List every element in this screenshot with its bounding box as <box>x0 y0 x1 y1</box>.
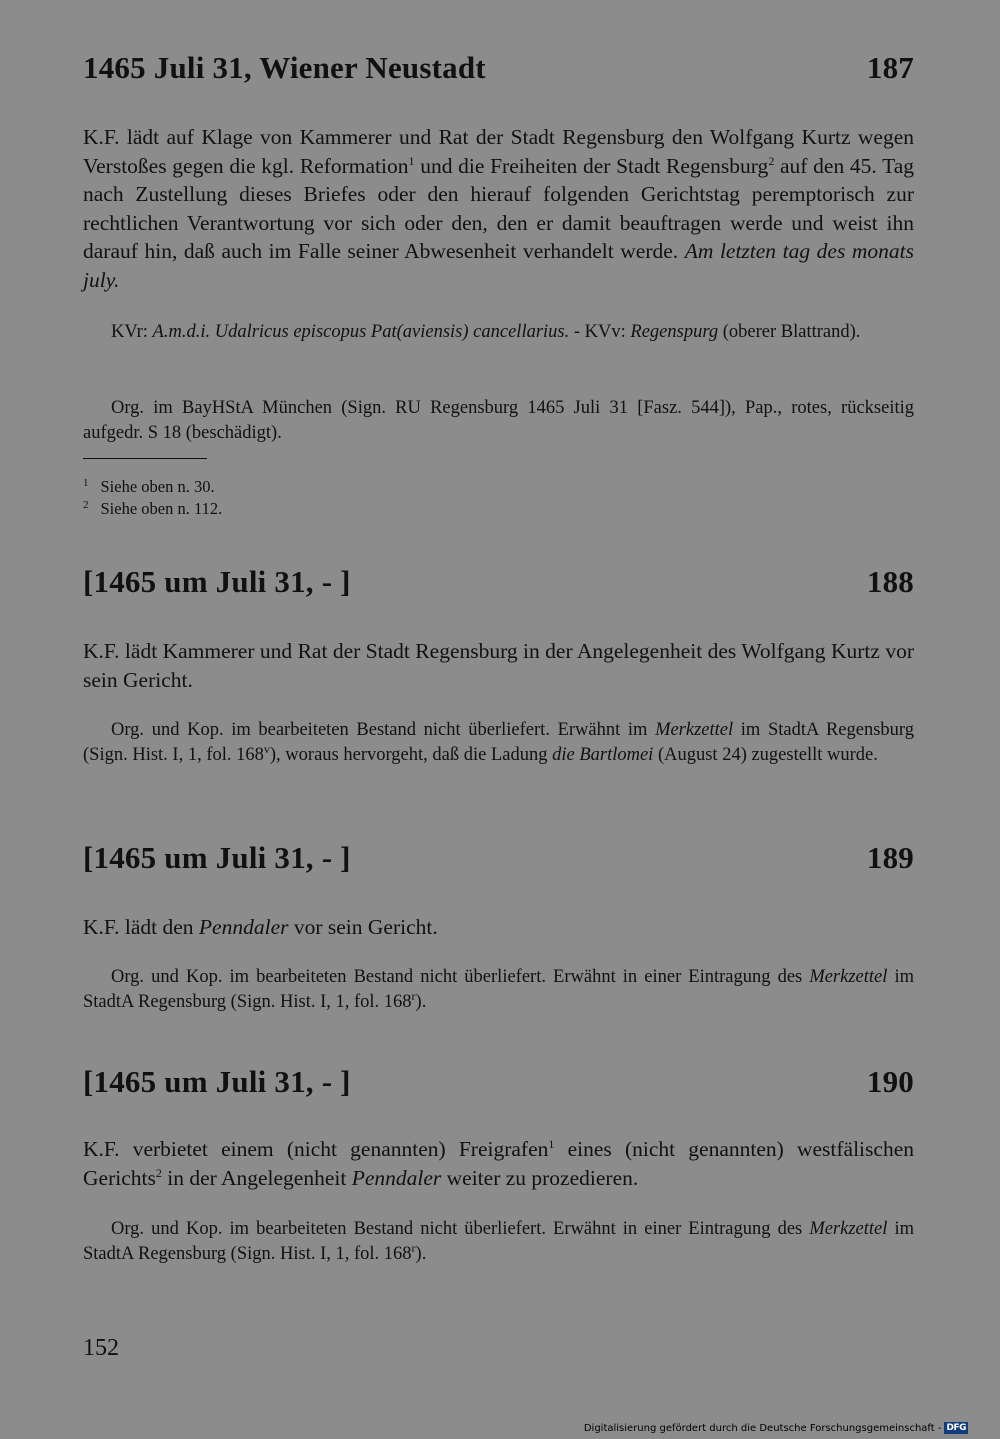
footnote-ref: 2 <box>768 153 775 168</box>
entry-190-heading-row <box>83 1064 914 1100</box>
entry-number: 190 <box>866 1064 914 1099</box>
page-number: 152 <box>83 1335 119 1361</box>
footnote-ref: 2 <box>155 1165 162 1180</box>
entry-heading: [1465 um Juli 31, - ] <box>83 840 351 875</box>
footnote-ref: 1 <box>408 153 415 168</box>
dfg-logo-icon: DFG <box>946 1423 966 1433</box>
entry-heading: 1465 Juli 31, Wiener Neustadt <box>83 50 486 85</box>
digitization-credit <box>584 1422 968 1434</box>
date-formula: Am letzten tag des monats july. <box>83 239 914 292</box>
entry-188-note: Org. und Kop. im bearbeiteten Bestand nicht überliefert. Erwähnt im Merkzettel im StadtA Regensburg (Sign. Hist. I, 1, fol. 168$^v$), woraus hervorgeht, daß die Ladung die Bartlomei (August 24) zugestellt wurde. <box>83 720 914 765</box>
entry-190-summary: K.F. verbietet einem (nicht genannten) Freigrafen$^1$ eines (nicht genannten) westfälischen Gerichts$^2$ in der Angelegenheit Penndaler weiter zu prozedieren. <box>83 1136 914 1190</box>
footnote-1: $^1$ Siehe oben n. 30. <box>83 476 215 496</box>
entry-heading: [1465 um Juli 31, - ] <box>83 564 351 599</box>
entry-189-summary: K.F. lädt den Penndaler vor sein Gericht. <box>83 915 438 939</box>
entry-187-heading-row <box>83 50 914 86</box>
entry-187-note-kv: KVr: A.m.d.i. Udalricus episcopus Pat(aviensis) cancellarius. - KVv: Regenspurg (oberer Blattrand). <box>111 322 861 342</box>
entry-189-note: Org. und Kop. im bearbeiteten Bestand nicht überliefert. Erwähnt in einer Eintragung des Merkzettel im StadtA Regensburg (Sign. Hist. I, 1, fol. 168$^r$). <box>83 967 914 1012</box>
footnote-divider <box>83 458 207 459</box>
entry-189-heading-row <box>83 840 914 876</box>
credit-text: Digitalisierung gefördert durch die Deutsche Forschungsgemeinschaft - <box>583 1422 942 1434</box>
entry-number: 188 <box>866 564 914 599</box>
entry-190-note: Org. und Kop. im bearbeiteten Bestand nicht überliefert. Erwähnt in einer Eintragung des Merkzettel im StadtA Regensburg (Sign. Hist. I, 1, fol. 168$^r$). <box>83 1219 914 1264</box>
entry-187-summary: K.F. lädt auf Klage von Kammerer und Rat der Stadt Regensburg den Wolfgang Kurtz wegen Verstoßes gegen die kgl. Reformation$^1$ und die Freiheiten der Stadt Regensburg$^2$ auf den 45. Tag nach Zustellung dieses Briefes oder den hierauf folgenden Gerichtstag peremptorisch zur rechtlichen Verantwortung vor sich oder den, den er damit beauftragen werde und weist ihn darauf hin, daß auch im Falle seiner Abwesenheit verhandelt werde. Am letzten tag des monats july. <box>83 125 914 292</box>
entry-number: 187 <box>866 50 914 85</box>
footnote-2: $^2$ Siehe oben n. 112. <box>83 498 223 518</box>
entry-188-summary: K.F. lädt Kammerer und Rat der Stadt Regensburg in der Angelegenheit des Wolfgang Kurtz vor sein Gericht. <box>83 639 914 692</box>
entry-187-note-org: Org. im BayHStA München (Sign. RU Regensburg 1465 Juli 31 [Fasz. 544]), Pap., rotes, rückseitig aufgedr. S 18 (beschädigt). <box>83 398 914 443</box>
entry-number: 189 <box>866 840 914 875</box>
footnote-ref: 1 <box>548 1136 555 1151</box>
entry-heading: [1465 um Juli 31, - ] <box>83 1064 351 1099</box>
entry-188-heading-row <box>83 564 914 600</box>
